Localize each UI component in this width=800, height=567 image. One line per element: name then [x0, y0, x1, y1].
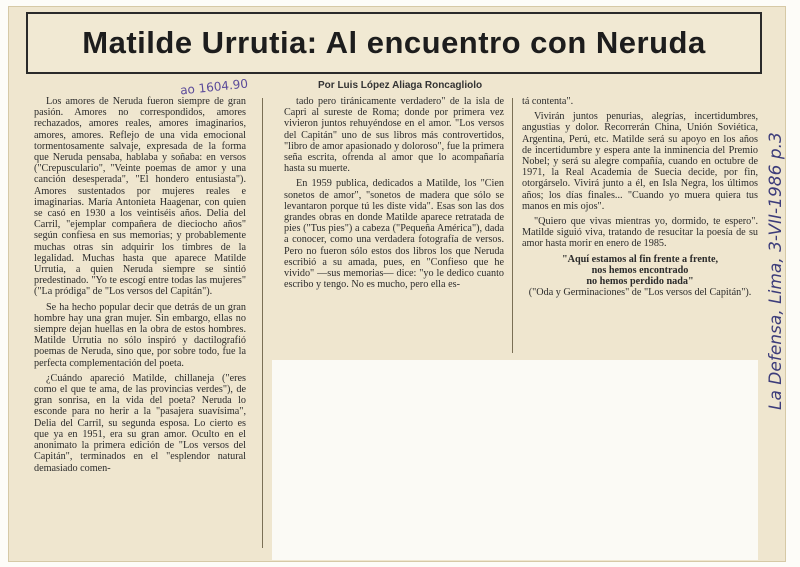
column-divider: [512, 98, 513, 353]
quote-line: "Aquí estamos al fin frente a frente,: [561, 253, 719, 265]
byline: Por Luis López Aliaga Roncagliolo: [318, 80, 483, 91]
paragraph: ¿Cuándo apareció Matilde, chillaneja ("eres como el que te ama, de las provincias verdes"), de gran sonrisa, en la vida del poeta? Neruda lo esconde para no herir a la "pasajera suavísima", Delia del Carril, su segunda esposa. Lo cierto es que ya en 1951, era su gran amor. Oculto en el anonimato la primera edición de "Los versos del Capitán", terminados en el "esplendor natural demasiado comen-: [34, 372, 246, 474]
headline-box: [26, 12, 762, 74]
article-column-2: [284, 96, 504, 294]
column-divider: [262, 98, 263, 548]
handwritten-side-note: [748, 80, 788, 420]
article-column-3: [522, 96, 758, 302]
paragraph: Vivirán juntos penurias, alegrías, incertidumbres, angustias y dolor. Recorrerán China, Unión Soviética, Argentina, Perú, etc. Matilde será su apoyo en los años de incertidumbre y espera ante la inminencia del Premio Nobel; y será su alegre compañía, cuando en octubre de 1971, la Real Academia de Suecia decide, por fin, otorgárselo. Vivirá junto a él, en Isla Negra, los últimos años; los días finales... "Cuando yo muera quiera tus manos en mis ojos".: [522, 111, 758, 212]
paragraph: tá contenta".: [522, 96, 574, 107]
headline: Matilde Urrutia: Al encuentro con Neruda: [82, 25, 706, 60]
paragraph: En 1959 publica, dedicados a Matilde, los "Cien sonetos de amor", "sonetos de madera que sólo se levantaron porque tú les diste vida". Esas son las dos grandes obras en donde Matilde aparece retratada de pies ("Tus pies") a cabeza ("Pequeña América"), dada a conocer, como una verdadera fotografía de versos. Pero no fueron sólo estos dos libros los que Neruda escribió a su amada, pues, en "Confieso que he vivido" —sus memorias— dice: "yo le dedico cuanto escribo y tengo. No es mucho, pero ella es-: [284, 178, 504, 291]
quote-line: nos hemos encontrado: [591, 264, 689, 276]
paragraph: Se ha hecho popular decir que detrás de un gran hombre hay una gran mujer. Sin embargo, ellas no siempre dejan huellas en la obra de estos hombres. Matilde Urrutia no sólo inspiró y dactilografió poemas de Neruda, sino que, por sobre todo, fue la perfecta complementación del poeta.: [34, 301, 246, 369]
handwritten-code: ao 1604.90: [179, 76, 249, 98]
side-note-text: La Defensa, Lima, 3-VII-1986 p.3: [766, 132, 786, 410]
article-column-1: [34, 96, 246, 478]
blank-paper-area: [272, 360, 758, 560]
paragraph: Los amores de Neruda fueron siempre de gran pasión. Amores no correspondidos, amores rechazados, amores reales, amores imaginarios, amores, amores. Reflejo de una vida emocional tormentosamente salvaje, expresada de la forma que Neruda pensaba, hablaba y soñaba: en versos ("Crepusculario", "Veinte poemas de amor y una canción desesperada", "El hondero entusiasta"). Amores sustentados por mujeres reales e imaginarias. María Antonieta Haagenar, con quien se casó en 1930 a los veintiséis años. Delia del Carril, "ejemplar compañera de dieciocho años" según confiesa en sus memorias; y probablemente muchas otras sin adquirir los timbres de la legalidad. Muchas hasta que aparece Matilde Urrutia, a quien Neruda siempre se sintió predestinado. "Yo te escogí entre todas las mujeres" ("La pródiga" de "Los versos del Capitán").: [34, 96, 246, 298]
quote-source: ("Oda y Germinaciones" de "Los versos del Capitán").: [528, 287, 752, 299]
paragraph: "Quiero que vivas mientras yo, dormido, te espero". Matilde siguió viva, tratando de resucitar la poesía de su amor hasta morir en enero de 1985.: [522, 216, 758, 250]
quote-line: no hemos perdido nada": [586, 276, 694, 288]
paragraph: tado pero tiránicamente verdadero" de la isla de Capri al sureste de Roma; donde por primera vez vivieron juntos rehuyéndose en el amor. "Los versos del Capitán" uno de sus libros más controvertidos, "libro de amor apasionado y doloroso", fue la primera seña escrita, ofrenda al amor que lo acompañaría hasta su muerte.: [284, 96, 504, 175]
